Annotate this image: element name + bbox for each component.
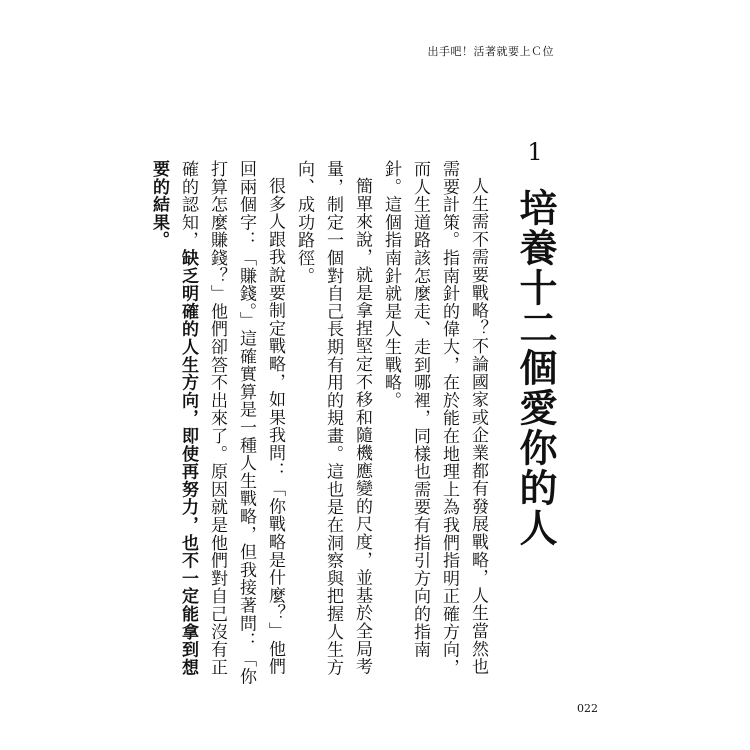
body-text xyxy=(144,160,492,690)
chapter-number: 1 xyxy=(527,138,543,166)
paragraph-1: 人生需不需要戰略？不論國家或企業都有發展戰略，人生當然也需要計策。指南針的偉大，在於能在地理上為我們指明正確方向，而人生道路該怎麼走、走到哪裡，同樣也需要有指引方向的指南針。這個指南針就是人生戰略。 xyxy=(381,160,488,677)
paragraph-2: 簡單來說，就是拿捏堅定不移和隨機應變的尺度，並基於全局考量，制定一個對自己長期有用的規畫。這也是在洞察與把握人生方向、成功路徑。 xyxy=(294,160,372,677)
paragraph-3-bold: 缺乏明確的人生方向，即使再努力，也不一定能拿到想要的結果。 xyxy=(149,160,198,677)
chapter-heading xyxy=(513,138,557,548)
chapter-title: 培養十二個愛你的人 xyxy=(513,188,558,548)
paragraph-3 xyxy=(144,160,289,690)
page-number: 022 xyxy=(577,702,598,715)
running-header: 出手吧！活著就要上Ｃ位 xyxy=(427,45,554,58)
paragraph-3-text: 很多人跟我說要制定戰略，如果我問：「你戰略是什麼？」他們回兩個字：「賺錢。」這確實算是一種人生戰略，但我接著問：「你打算怎麼賺錢？」他們卻答不出來了。原因就是他們對自己沒有正確的認知， xyxy=(178,160,285,686)
